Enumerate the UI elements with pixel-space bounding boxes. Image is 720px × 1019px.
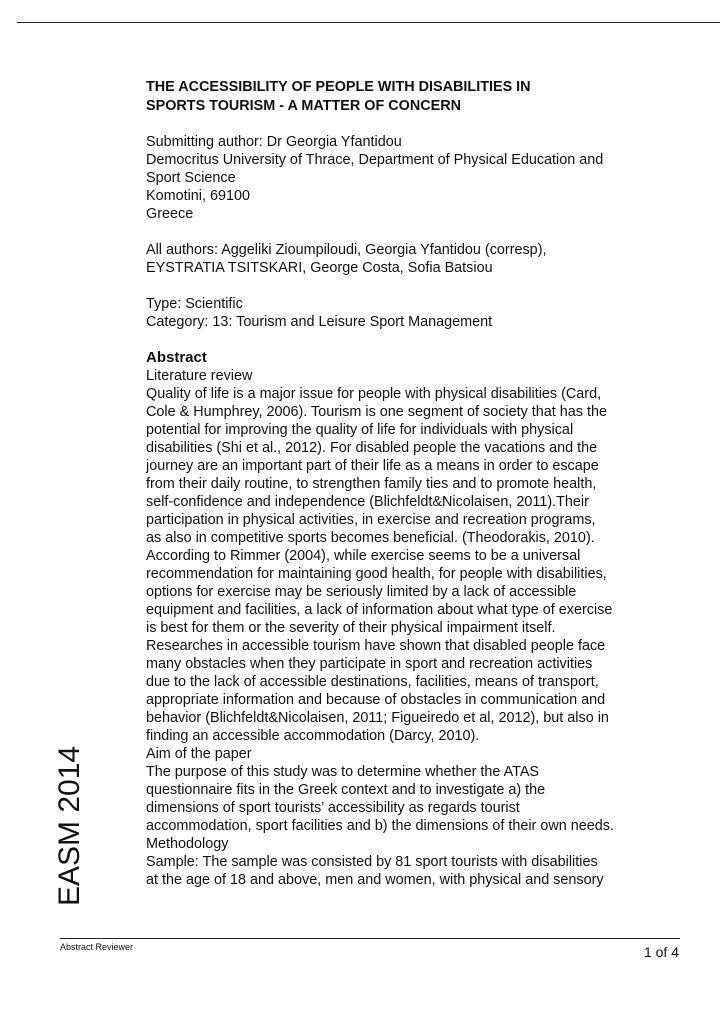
abstract-line: journey are an important part of their life as a means in order to escape (146, 458, 599, 474)
abstract-line: According to Rimmer (2004), while exercise seems to be a universal (146, 548, 581, 564)
abstract-document (146, 78, 666, 889)
abstract-line: finding an accessible accommodation (Darcy, 2010). (146, 728, 480, 744)
abstract-line: appropriate information and because of obstacles in communication and (146, 692, 606, 708)
abstract-line: potential for improving the quality of life for individuals with physical (146, 422, 574, 438)
abstract-line: at the age of 18 and above, men and women, with physical and sensory (146, 872, 604, 888)
paper-title-line: SPORTS TOURISM - A MATTER OF CONCERN (146, 98, 461, 114)
abstract-line: Cole & Humphrey, 2006). Tourism is one segment of society that has the (146, 404, 607, 420)
abstract-line: Literature review (146, 368, 253, 384)
page-number: 1 of 4 (643, 944, 679, 960)
submitting-author: Submitting author: Dr Georgia Yfantidou (146, 134, 402, 150)
top-divider (17, 22, 720, 23)
abstract-line: dimensions of sport tourists’ accessibility as regards tourist (146, 800, 520, 816)
abstract-line: accommodation, sport facilities and b) the dimensions of their own needs. (146, 818, 614, 834)
abstract-line: disabilities (Shi et al., 2012). For disabled people the vacations and the (146, 440, 598, 456)
footer-reviewer-label: Abstract Reviewer (60, 942, 134, 952)
abstract-line: recommendation for maintaining good health, for people with disabilities, (146, 566, 607, 582)
abstract-line: as also in competitive sports becomes beneficial. (Theodorakis, 2010). (146, 530, 595, 546)
all-authors-block (146, 241, 666, 277)
footer-divider (60, 938, 680, 939)
submitting-author-block (146, 133, 666, 223)
abstract-line: questionnaire fits in the Greek context and to investigate a) the (146, 782, 546, 798)
affiliation-line: Sport Science (146, 170, 236, 186)
abstract-line: Sample: The sample was consisted by 81 sport tourists with disabilities (146, 854, 598, 870)
city-postcode: Komotini, 69100 (146, 188, 251, 204)
abstract-line: is best for them or the severity of their physical impairment itself. (146, 620, 556, 636)
abstract-line: participation in physical activities, in exercise and recreation programs, (146, 512, 596, 528)
abstract-heading: Abstract (146, 349, 207, 366)
abstract-line: The purpose of this study was to determine whether the ATAS (146, 764, 540, 780)
paper-type: Type: Scientific (146, 296, 243, 312)
affiliation-line: Democritus University of Thrace, Department of Physical Education and (146, 152, 604, 168)
type-category-block (146, 295, 666, 331)
abstract-line: many obstacles when they participate in sport and recreation activities (146, 656, 593, 672)
authors-line: EYSTRATIA TSITSKARI, George Costa, Sofia Batsiou (146, 260, 493, 276)
paper-category: Category: 13: Tourism and Leisure Sport Management (146, 314, 493, 330)
abstract-line: self-confidence and independence (Blichfeldt&Nicolaisen, 2011).Their (146, 494, 589, 510)
paper-title (146, 78, 666, 116)
abstract-line: due to the lack of accessible destinations, facilities, means of transport, (146, 674, 599, 690)
conference-side-label: EASM 2014 (53, 745, 86, 906)
abstract-line: Quality of life is a major issue for people with physical disabilities (Card, (146, 386, 602, 402)
abstract-line: Methodology (146, 836, 229, 852)
abstract-line: behavior (Blichfeldt&Nicolaisen, 2011; Figueiredo et al, 2012), but also in (146, 710, 609, 726)
abstract-line: Researches in accessible tourism have shown that disabled people face (146, 638, 606, 654)
abstract-line: equipment and facilities, a lack of information about what type of exercise (146, 602, 613, 618)
abstract-line: from their daily routine, to strengthen family ties and to promote health, (146, 476, 597, 492)
abstract-line: Aim of the paper (146, 746, 252, 762)
paper-title-line: THE ACCESSIBILITY OF PEOPLE WITH DISABILITIES IN (146, 79, 531, 95)
country: Greece (146, 206, 194, 222)
abstract-line: options for exercise may be seriously limited by a lack of accessible (146, 584, 577, 600)
abstract-body (146, 367, 666, 889)
authors-line: All authors: Aggeliki Zioumpiloudi, Georgia Yfantidou (corresp), (146, 242, 547, 258)
